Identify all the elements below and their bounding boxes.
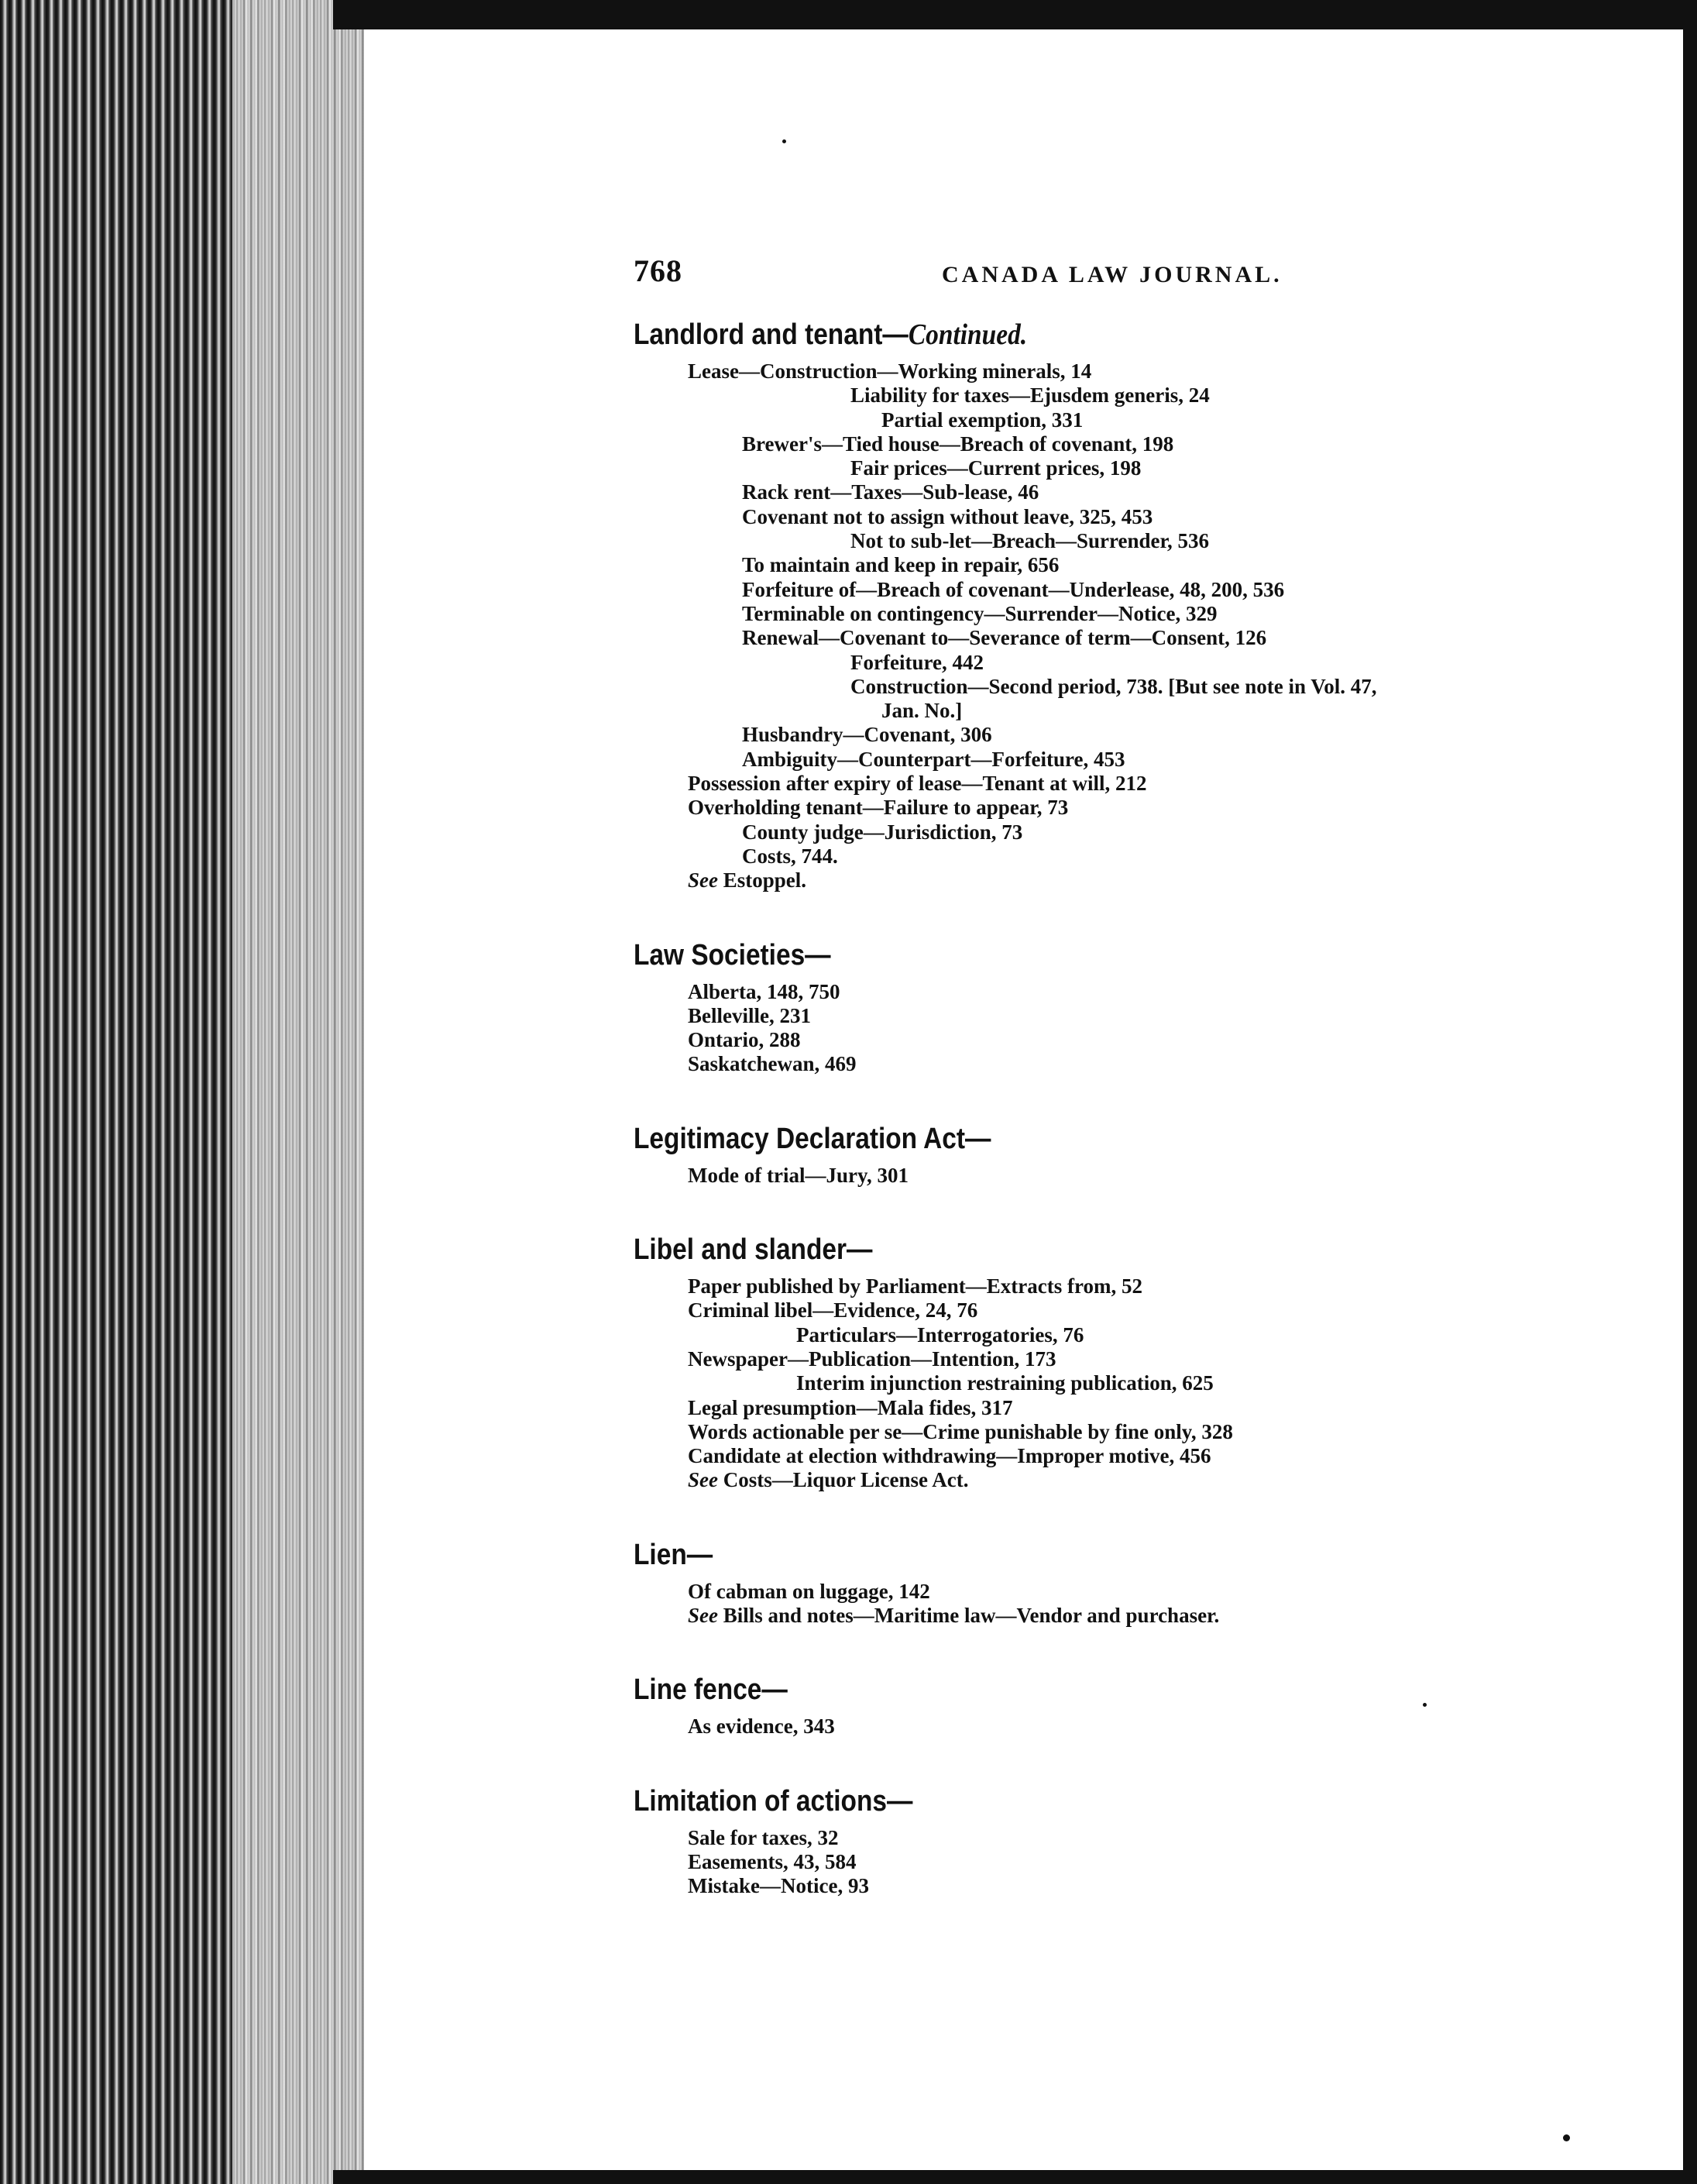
index-subentry — [634, 480, 1609, 504]
index-subentry — [634, 1323, 1609, 1347]
index-subentry-text: Liability for taxes—Ejusdem generis, 24 — [850, 383, 1210, 408]
index-subentry — [634, 1874, 1609, 1898]
index-subentry — [634, 1004, 1609, 1028]
index-subentry — [634, 748, 1609, 772]
index-subentry-text: Sale for taxes, 32 — [688, 1825, 839, 1849]
index-subentry-text: Belleville, 231 — [688, 1003, 811, 1027]
index-heading — [634, 1233, 1493, 1267]
index-entry — [634, 1122, 1609, 1188]
index-subentry-text: Particulars—Interrogatories, 76 — [796, 1322, 1084, 1347]
index-subentry — [634, 553, 1609, 577]
scan-border-bottom — [333, 2170, 1697, 2184]
index-heading — [634, 1784, 1493, 1818]
index-subentry-text: As evidence, 343 — [688, 1715, 835, 1739]
index-subentry-text: Saskatchewan, 469 — [688, 1052, 857, 1076]
index-subentry-text: Terminable on contingency—Surrender—Notice, 329 — [742, 601, 1218, 625]
index-subentry-text: Paper published by Parliament—Extracts from, 52 — [688, 1274, 1142, 1298]
index-entry — [634, 1673, 1609, 1739]
index-heading-text: Limitation of actions— — [634, 1784, 913, 1818]
index-subentry-text: Ambiguity—Counterpart—Forfeiture, 453 — [742, 747, 1125, 771]
index-subentry-text: Alberta, 148, 750 — [688, 979, 840, 1003]
index-heading — [634, 318, 1493, 352]
index-subentry — [634, 844, 1609, 868]
index-subentry — [634, 1274, 1609, 1298]
index-subentry — [634, 1298, 1609, 1322]
index-subentry-text: Overholding tenant—Failure to appear, 73 — [688, 796, 1069, 820]
index-heading-text: Landlord and tenant— — [634, 318, 909, 351]
index-subentry-text: Partial exemption, 331 — [881, 408, 1084, 432]
index-subentry — [634, 1444, 1609, 1468]
index-entry — [634, 318, 1609, 893]
index-subentry — [634, 1468, 1609, 1492]
index-subentry — [634, 456, 1609, 480]
index-subentry — [634, 529, 1609, 553]
index-subentry — [634, 868, 1609, 893]
index-heading — [634, 1673, 1493, 1707]
index-subentry-text: Forfeiture, 442 — [850, 650, 984, 674]
index-subentry — [634, 1028, 1609, 1052]
index-subentry — [634, 699, 1609, 723]
index-subentry — [634, 772, 1609, 796]
index-subentry-text: Interim injunction restraining publication, 625 — [796, 1371, 1214, 1395]
index-subentry-text: To maintain and keep in repair, 656 — [742, 553, 1060, 577]
index-subentry-text: Mistake—Notice, 93 — [688, 1874, 869, 1898]
index-subentry — [634, 1580, 1609, 1604]
index-heading-text: Legitimacy Declaration Act— — [634, 1122, 991, 1155]
index-subentry-text: Ontario, 288 — [688, 1028, 801, 1052]
index-subentry-text: Construction—Second period, 738. [But see note in Vol. 47, — [850, 674, 1377, 698]
index-heading-text: Law Societies— — [634, 938, 831, 972]
running-head — [634, 253, 1586, 299]
index-subentry — [634, 1052, 1609, 1076]
index-heading-text: Libel and slander— — [634, 1233, 873, 1267]
index-subentry-text: Words actionable per se—Crime punishable by fine only, 328 — [688, 1419, 1233, 1443]
index-subentry-text: Costs, 744. — [742, 844, 838, 868]
index-content — [634, 318, 1609, 1943]
index-subentry — [634, 359, 1609, 383]
index-subentry — [634, 1604, 1609, 1628]
see-reference-label: See — [688, 1468, 718, 1492]
index-subentry-text: Brewer's—Tied house—Breach of covenant, 198 — [742, 432, 1174, 456]
index-subentry-text: Not to sub-let—Breach—Surrender, 536 — [850, 529, 1209, 553]
scan-border-top — [333, 0, 1697, 29]
index-heading — [634, 1122, 1493, 1156]
index-subentry-text: Newspaper—Publication—Intention, 173 — [688, 1347, 1056, 1371]
index-subentry — [634, 723, 1609, 747]
index-subentry — [634, 1396, 1609, 1420]
index-subentry — [634, 602, 1609, 626]
page-number: 768 — [634, 253, 682, 288]
index-subentry — [634, 408, 1609, 432]
index-heading-continued: Continued. — [908, 318, 1028, 351]
index-entry — [634, 1784, 1609, 1899]
index-subentry — [634, 1826, 1609, 1850]
journal-title: CANADA LAW JOURNAL. — [942, 262, 1283, 287]
scan-border-right — [1683, 0, 1697, 2184]
index-subentry-text: Forfeiture of—Breach of covenant—Underlease, 48, 200, 536 — [742, 577, 1285, 601]
index-subentry-text: Mode of trial—Jury, 301 — [688, 1163, 909, 1187]
index-subentry — [634, 626, 1609, 650]
index-subentry — [634, 432, 1609, 456]
index-subentry-text: Jan. No.] — [881, 699, 963, 723]
index-subentry — [634, 980, 1609, 1004]
index-subentry — [634, 651, 1609, 675]
index-subentry-text: Possession after expiry of lease—Tenant at will, 212 — [688, 772, 1147, 796]
index-subentry — [634, 1347, 1609, 1371]
index-entry — [634, 1233, 1609, 1493]
index-subentry — [634, 1420, 1609, 1444]
index-subentry — [634, 578, 1609, 602]
scan-speck — [782, 139, 786, 143]
index-heading — [634, 938, 1493, 972]
index-subentry-text: Fair prices—Current prices, 198 — [850, 456, 1142, 480]
index-subentry-text: Bills and notes—Maritime law—Vendor and purchaser. — [717, 1603, 1220, 1627]
page-gutter-shadow — [232, 0, 364, 2184]
index-entry — [634, 1538, 1609, 1629]
index-subentry-text: Costs—Liquor License Act. — [717, 1468, 969, 1492]
index-heading-text: Lien— — [634, 1538, 713, 1571]
scan-speck — [1423, 1703, 1427, 1707]
index-subentry-text: Candidate at election withdrawing—Improper motive, 456 — [688, 1444, 1211, 1468]
scan-speck — [1563, 2134, 1570, 2141]
index-subentry-text: Easements, 43, 584 — [688, 1849, 857, 1873]
see-reference-label: See — [688, 868, 718, 893]
index-subentry-text: Estoppel. — [717, 868, 807, 893]
index-subentry-text: Criminal libel—Evidence, 24, 76 — [688, 1298, 978, 1322]
index-subentry — [634, 820, 1609, 844]
index-subentry-text: County judge—Jurisdiction, 73 — [742, 820, 1023, 844]
index-subentry-text: Legal presumption—Mala fides, 317 — [688, 1395, 1013, 1419]
index-heading — [634, 1538, 1493, 1572]
index-subentry — [634, 383, 1609, 408]
index-subentry-text: Of cabman on luggage, 142 — [688, 1579, 930, 1603]
index-subentry — [634, 675, 1609, 699]
index-entry — [634, 938, 1609, 1077]
index-subentry — [634, 1715, 1609, 1739]
index-subentry — [634, 1371, 1609, 1395]
index-subentry-text: Husbandry—Covenant, 306 — [742, 723, 992, 747]
index-subentry — [634, 796, 1609, 820]
index-subentry-text: Renewal—Covenant to—Severance of term—Consent, 126 — [742, 626, 1267, 650]
index-subentry-text: Lease—Construction—Working minerals, 14 — [688, 359, 1092, 383]
see-reference-label: See — [688, 1603, 718, 1627]
index-subentry — [634, 1164, 1609, 1188]
index-subentry-text: Rack rent—Taxes—Sub-lease, 46 — [742, 480, 1039, 504]
index-subentry — [634, 505, 1609, 529]
index-heading-text: Line fence— — [634, 1673, 788, 1707]
index-subentry — [634, 1850, 1609, 1874]
index-subentry-text: Covenant not to assign without leave, 325, 453 — [742, 504, 1153, 528]
